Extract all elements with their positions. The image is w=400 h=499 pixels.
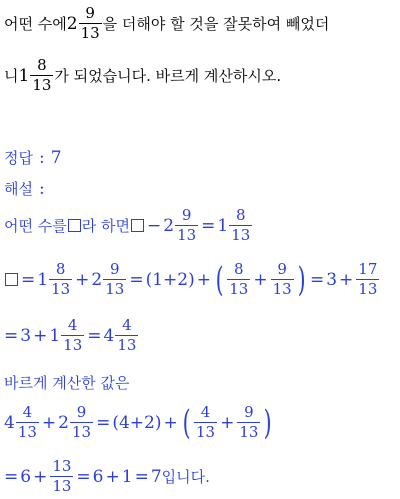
fraction: $\frac{17}{13}$: [358, 260, 378, 298]
mixed-fraction: 2 $\frac{9}{13}$: [66, 4, 100, 42]
problem-line-1: [4, 6, 329, 41]
unknown-box: [5, 273, 18, 286]
solution-step-3: = 3 + 1 $\frac{4}{13}$ = 4 $\frac{4}{13}$: [4, 316, 137, 354]
solution-step-1: 어떤 수를 라 하면 − 2 $\frac{9}{13}$ = 1 $\frac{8}{13}$: [4, 206, 251, 244]
solution-step-4: 4 $\frac{4}{13}$ + 2 $\frac{9}{13}$ = (4+2) + ( $\frac{4}{13}$ + $\frac{9}{13}$ ): [4, 402, 273, 443]
mixed-fraction: 1 $\frac{8}{13}$: [18, 56, 52, 94]
solution-label-line: [4, 178, 45, 199]
fraction: $\frac{9}{13}$: [272, 260, 292, 298]
fraction: $\frac{4}{13}$: [63, 316, 83, 354]
fraction: $\frac{9}{13}$: [72, 403, 92, 441]
fraction: $\frac{8}{13}$: [32, 56, 52, 94]
fraction: $\frac{8}{13}$: [51, 260, 71, 298]
fraction: $\frac{8}{13}$: [229, 260, 249, 298]
fraction: $\frac{9}{13}$: [239, 403, 259, 441]
unknown-box: [131, 219, 144, 232]
unknown-box: [68, 219, 81, 232]
fraction: $\frac{4}{13}$: [196, 403, 216, 441]
fraction: $\frac{4}{13}$: [117, 316, 137, 354]
solution-label: 해설: [4, 180, 33, 198]
problem-line-2: [4, 58, 281, 93]
problem-text: 을 더해야 할 것을 잘못하여 빼었더: [102, 15, 330, 33]
answer-label: 정답: [4, 149, 33, 167]
fraction: $\frac{4}{13}$: [17, 403, 37, 441]
solution-colon: :: [38, 178, 45, 199]
solution-step-2: = 1 $\frac{8}{13}$ + 2 $\frac{9}{13}$ = (1+2) + ( $\frac{8}{13}$ + $\frac{9}{13}$ ) = 3 + $\frac{17}{13}$: [4, 262, 380, 297]
answer-line: [4, 147, 62, 168]
problem-text: 가 되었습니다. 바르게 계산하시오.: [54, 67, 282, 85]
problem-text: 니: [4, 67, 19, 85]
problem-text: 어떤 수에: [4, 15, 67, 33]
answer-value: 7: [50, 147, 62, 168]
fraction: $\frac{8}{13}$: [231, 206, 251, 244]
fraction: $\frac{13}{13}$: [52, 457, 72, 495]
correct-calc-label: 바르게 계산한 값은: [4, 374, 130, 392]
solution-step-5: = 6 + $\frac{13}{13}$ = 6 + 1 = 7 입니다.: [4, 457, 210, 495]
fraction: $\frac{9}{13}$: [105, 260, 125, 298]
answer-colon: :: [38, 147, 45, 168]
fraction: $\frac{9}{13}$: [80, 4, 100, 42]
fraction: $\frac{9}{13}$: [177, 206, 197, 244]
